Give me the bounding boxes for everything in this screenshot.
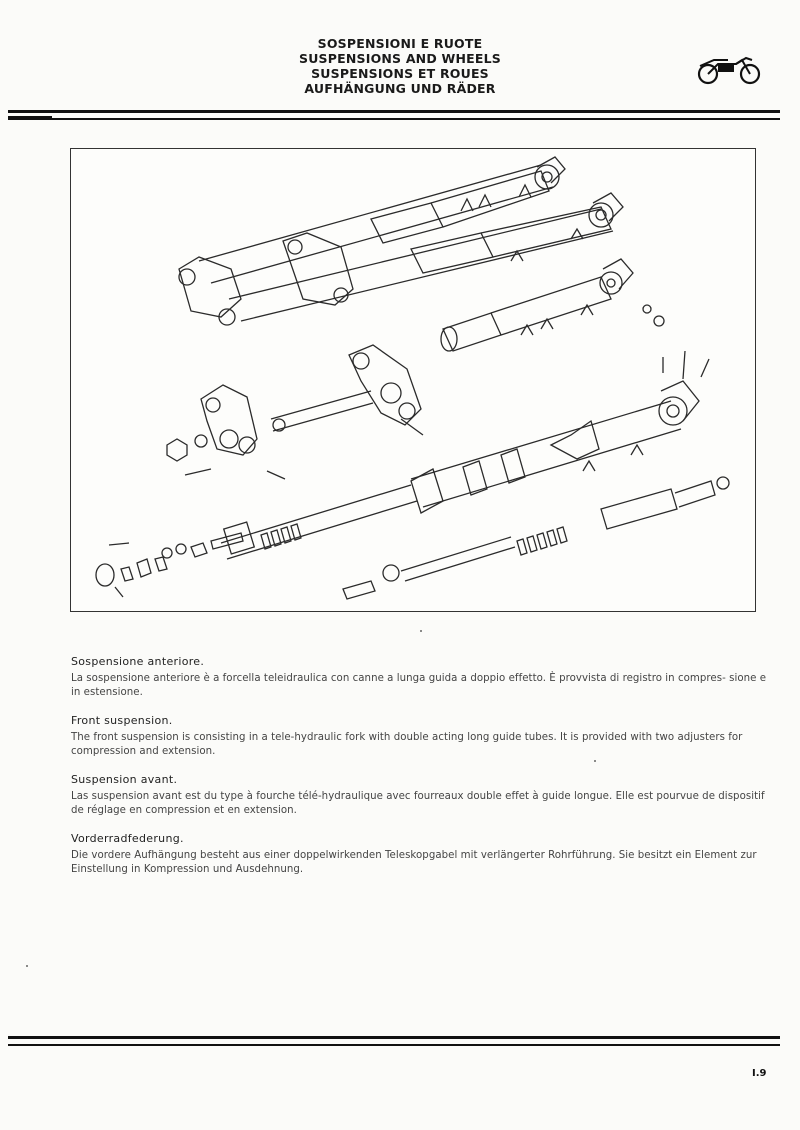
footer-rule-thick: [8, 1036, 780, 1039]
motorcycle-icon: [692, 52, 766, 86]
front-fork-exploded-view: [70, 148, 756, 612]
title-french: SUSPENSIONS ET ROUES: [311, 66, 489, 81]
assembled-fork-drawing: [179, 157, 623, 325]
section-heading: Vorderradfederung.: [71, 832, 184, 845]
section-body: La sospensione anteriore è a forcella teleidraulica con canne a lunga guida a doppio effetto. È provvista di registro in compres- sione e in estensione.: [71, 673, 767, 698]
triple-clamp-drawing: [167, 345, 423, 479]
page-number: I.9: [752, 1068, 767, 1079]
description-text: [71, 655, 771, 891]
section-body: Las suspension avant est du type à fourche télé-hydraulique avec fourreaux double effet à guide longue. Elle est pourvue de dispositif de réglage en compression et en extension.: [71, 791, 765, 816]
section-heading: Sospensione anteriore.: [71, 655, 205, 668]
section-heading: Suspension avant.: [71, 773, 178, 786]
scan-speck: [26, 965, 28, 967]
footer-rule-thin: [8, 1044, 780, 1046]
section-english: [71, 714, 771, 759]
section-french: [71, 773, 771, 818]
scan-speck: [420, 630, 422, 632]
cartridge-drawing: [343, 477, 729, 599]
section-body: The front suspension is consisting in a tele-hydraulic fork with double acting long guide tubes. It is provided with two adjusters for compression and extension.: [71, 732, 743, 757]
scan-speck: [594, 760, 596, 762]
section-german: [71, 832, 771, 877]
title-italian: SOSPENSIONI E RUOTE: [317, 36, 483, 51]
header-rule-thick: [8, 110, 780, 113]
section-heading: Front suspension.: [71, 714, 173, 727]
slider-drawing: [441, 259, 664, 351]
fork-tube-drawing: [221, 351, 709, 559]
title-english: SUSPENSIONS AND WHEELS: [299, 51, 501, 66]
section-italian: [71, 655, 771, 700]
header-rule-accent: [8, 116, 52, 120]
section-body: Die vordere Aufhängung besteht aus einer doppelwirkenden Teleskopgabel mit verlängerter Rohrführung. Sie besitzt ein Element zur Einstellung in Kompression und Ausdehnung.: [71, 850, 757, 875]
header-rule-thin: [8, 118, 780, 120]
title-german: AUFHÄNGUNG UND RÄDER: [304, 81, 496, 96]
page-title: [0, 36, 800, 96]
